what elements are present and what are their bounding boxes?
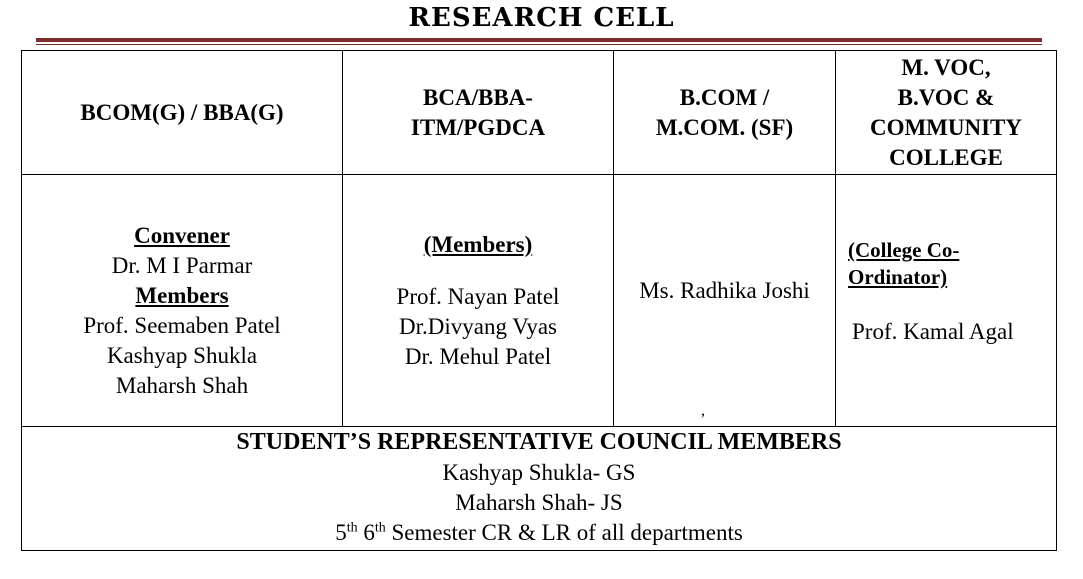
column-header-bcom-bba: BCOM(G) / BBA(G) xyxy=(22,51,343,175)
member-name: Kashyap Shukla xyxy=(106,342,258,368)
member-name: Dr.Divyang Vyas xyxy=(398,313,557,339)
members-heading: Members xyxy=(135,282,229,308)
title-underline-thick xyxy=(36,38,1042,42)
coordinator-name: Prof. Kamal Agal xyxy=(852,319,1014,344)
header-row xyxy=(22,51,1057,175)
member-name: Dr. Mehul Patel xyxy=(404,343,552,369)
mvoc-coordinator-cell xyxy=(836,175,1057,427)
convener-heading: Convener xyxy=(134,222,230,248)
council-cell xyxy=(22,427,1057,551)
member-name: Prof. Nayan Patel xyxy=(396,283,560,309)
page-title: RESEARCH CELL xyxy=(408,3,675,33)
coordinator-heading: (College Co- Ordinator) xyxy=(848,238,960,289)
column-header-mvoc-bvoc: M. VOC, B.VOC & COMMUNITY COLLEGE xyxy=(836,51,1057,175)
member-name: Prof. Seemaben Patel xyxy=(83,312,281,338)
bca-members-cell xyxy=(343,175,614,427)
column-header-bcom-mcom-sf: B.COM / M.COM. (SF) xyxy=(614,51,836,175)
research-cell-table xyxy=(21,50,1057,551)
column-header-bca-bba-itm: BCA/BBA- ITM/PGDCA xyxy=(343,51,614,175)
members-heading: (Members) xyxy=(423,231,533,257)
council-member: Maharsh Shah- JS xyxy=(455,490,623,515)
council-row xyxy=(22,427,1057,551)
semester-representatives: 5th 6th Semester CR & LR of all departments xyxy=(335,520,743,545)
bcom-members-cell xyxy=(22,175,343,427)
council-title: STUDENT’S REPRESENTATIVE COUNCIL MEMBERS xyxy=(236,429,842,455)
stray-mark: , xyxy=(701,402,705,419)
member-name: Ms. Radhika Joshi xyxy=(639,278,810,303)
council-member: Kashyap Shukla- GS xyxy=(442,460,636,485)
member-name: Maharsh Shah xyxy=(115,372,249,398)
bcom-sf-member-cell xyxy=(614,175,836,427)
convener-name: Dr. M I Parmar xyxy=(111,252,253,278)
title-underline-thin xyxy=(36,44,1042,45)
members-row xyxy=(22,175,1057,427)
